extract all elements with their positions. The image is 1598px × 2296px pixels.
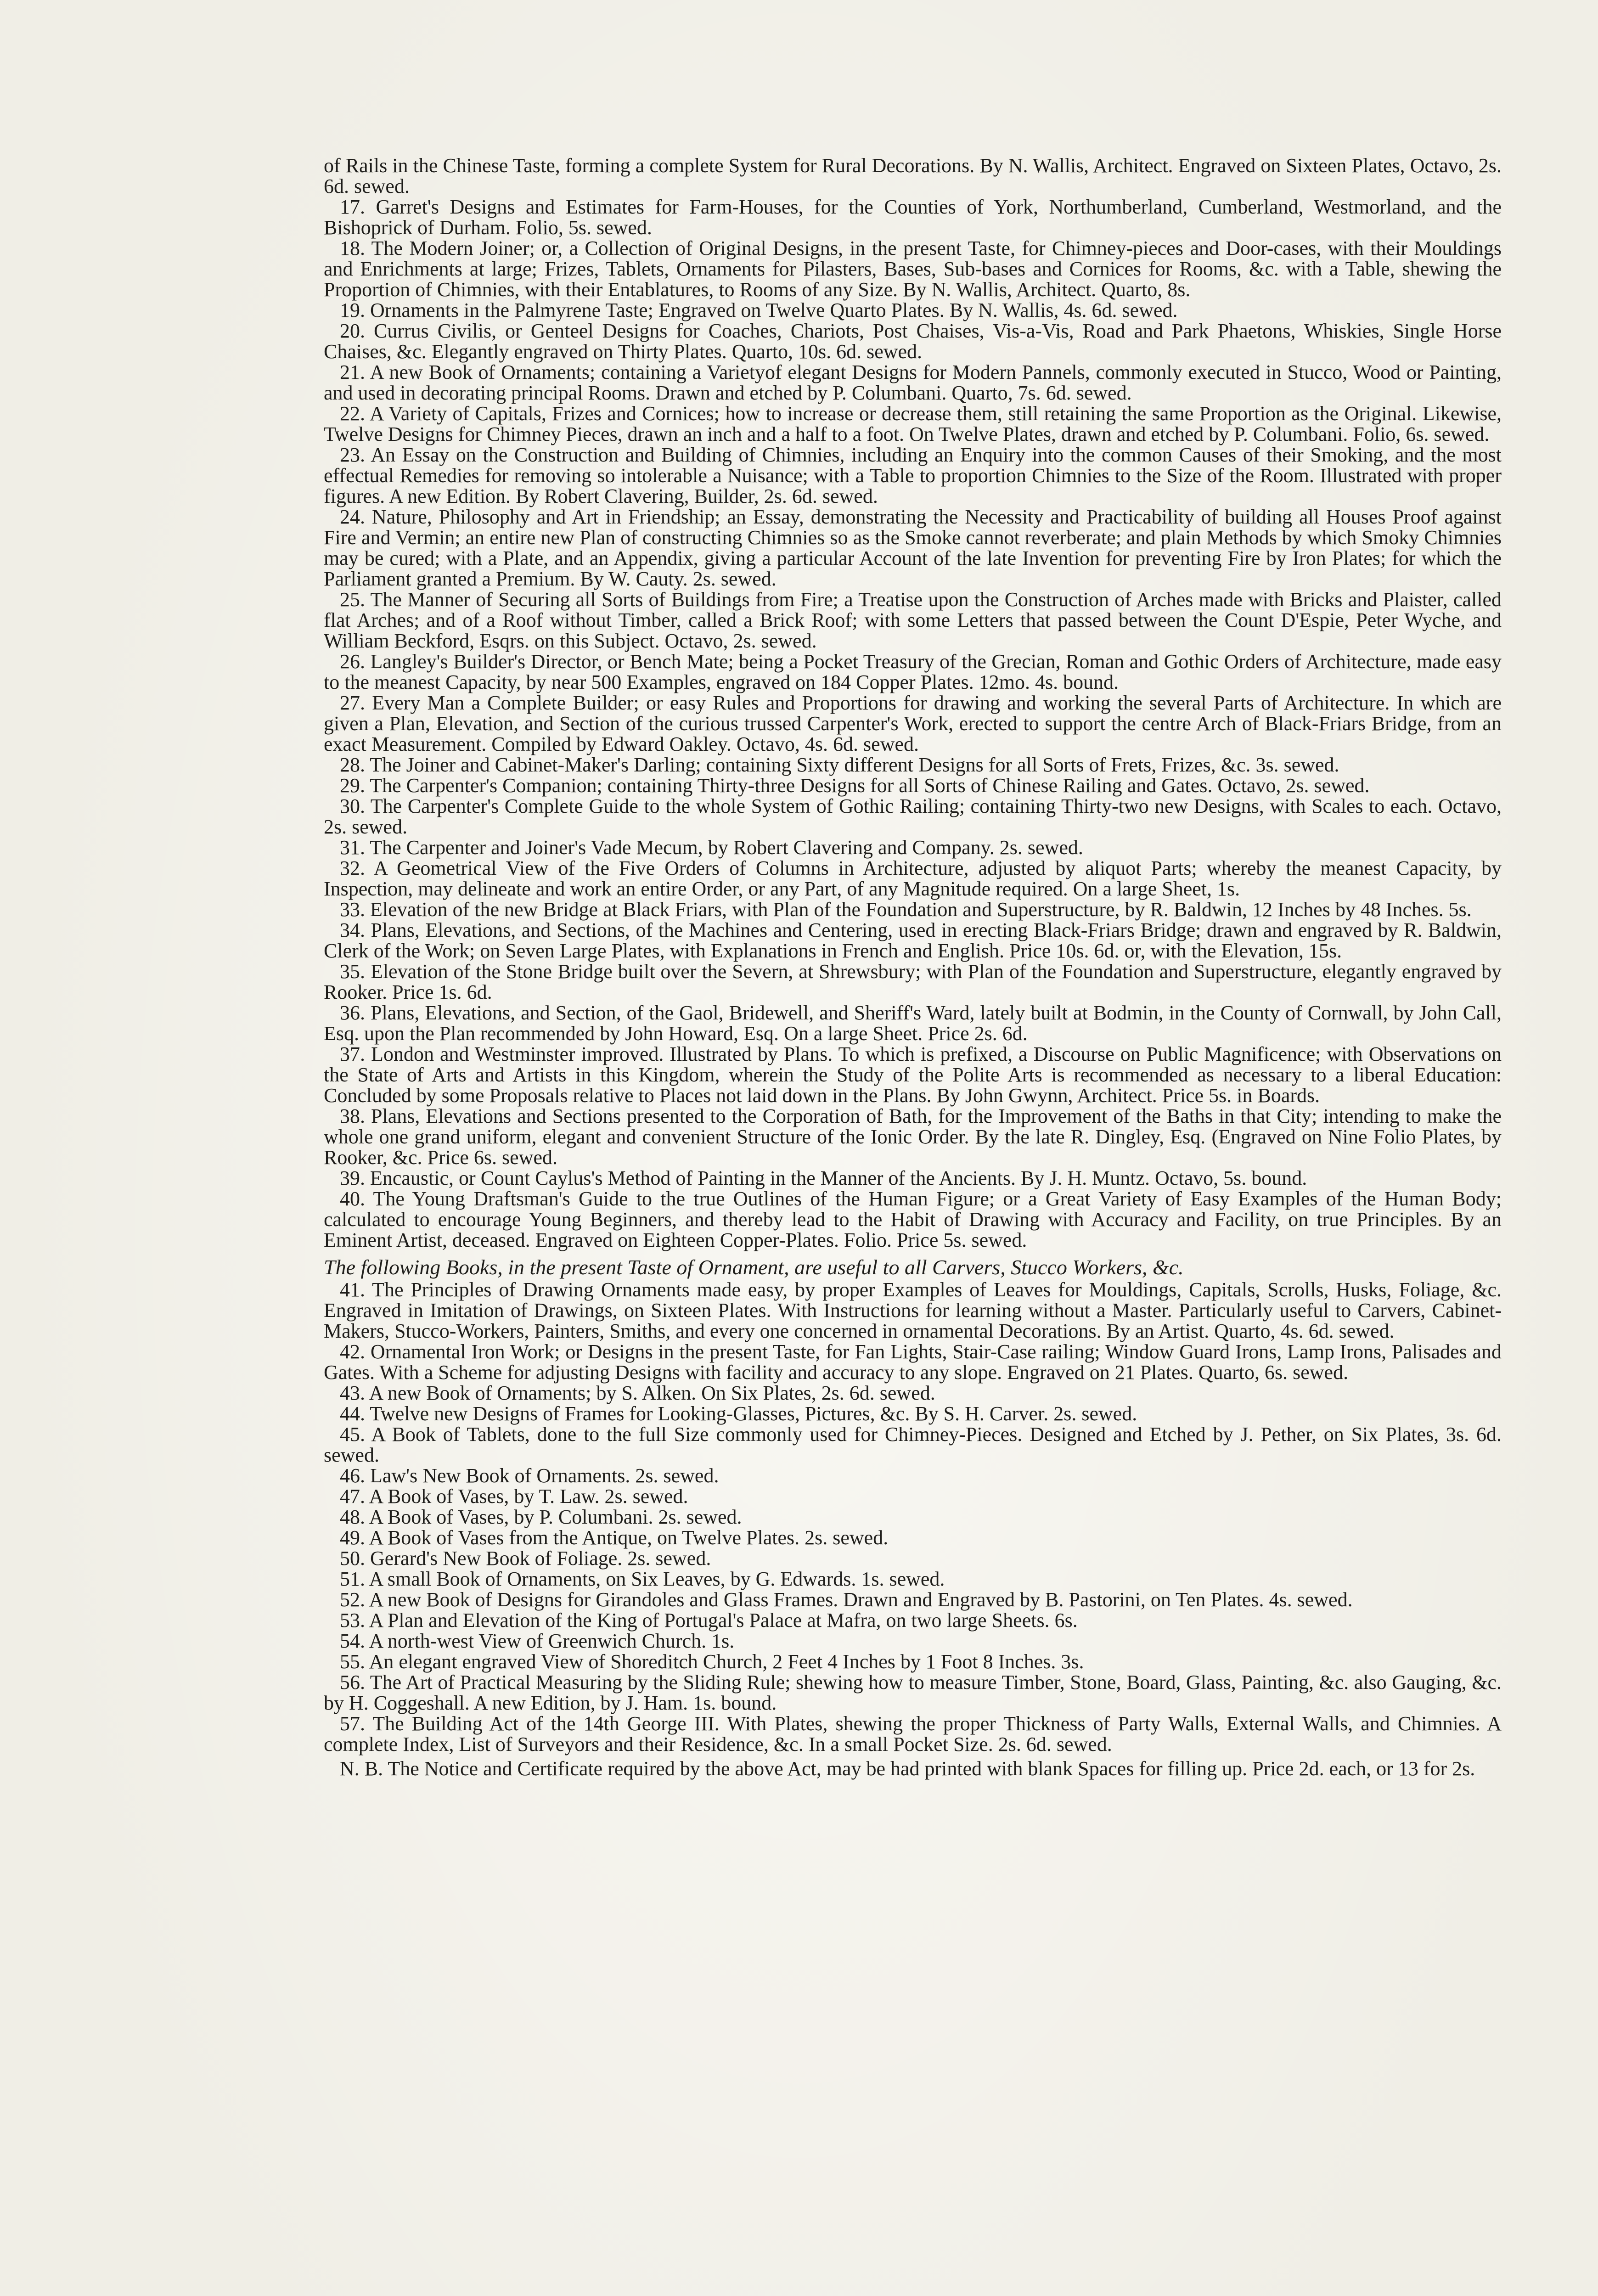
section-heading: The following Books, in the present Taste of Ornament, are useful to all Carvers, Stucco Workers, &c. [324,1255,1184,1279]
catalogue-entry: 49. A Book of Vases from the Antique, on Twelve Plates. 2s. sewed. [340,1526,889,1549]
entries-architecture [324,197,1502,1250]
catalogue-entry: 32. A Geometrical View of the Five Orders of Columns in Architecture, adjusted by aliquot Parts; whereby the meanest Capacity, by Inspection, may delineate and work an entire Order, or any Part, of any Magnitude required. On a large Sheet, 1s. [324,857,1502,900]
catalogue-entry: 33. Elevation of the new Bridge at Black Friars, with Plan of the Foundation and Superstructure, by R. Baldwin, 12 Inches by 48 Inches. 5s. [340,898,1472,921]
catalogue-entry: 27. Every Man a Complete Builder; or easy Rules and Proportions for drawing and working the several Parts of Architecture. In which are given a Plan, Elevation, and Section of the curious trussed Carpenter's Work, erected to support the centre Arch of Black-Friars Bridge, from an exact Measurement. Compiled by Edward Oakley. Octavo, 4s. 6d. sewed. [324,692,1502,755]
catalogue-entry: 41. The Principles of Drawing Ornaments made easy, by proper Examples of Leaves for Mouldings, Capitals, Scrolls, Husks, Foliage, &c. Engraved in Imitation of Drawings, on Sixteen Plates. With Instructions for learning without a Master. Particularly useful to Carvers, Cabinet-Makers, Stucco-Workers, Painters, Smiths, and every one concerned in ornamental Decorations. By an Artist. Quarto, 4s. 6d. sewed. [324,1278,1502,1342]
catalogue-entry: 50. Gerard's New Book of Foliage. 2s. sewed. [340,1547,711,1570]
catalogue-entry: 23. An Essay on the Construction and Building of Chimnies, including an Enquiry into the common Causes of their Smoking, and the most effectual Remedies for removing so intolerable a Nuisance; with a Table to proportion Chimnies to the Size of the Room. Illustrated with proper figures. A new Edition. By Robert Clavering, Builder, 2s. 6d. sewed. [324,444,1502,507]
catalogue-entry: 52. A new Book of Designs for Girandoles and Glass Frames. Drawn and Engraved by B. Pastorini, on Ten Plates. 4s. sewed. [340,1588,1353,1611]
entries-ornament [324,1279,1502,1755]
catalogue-entry: 18. The Modern Joiner; or, a Collection of Original Designs, in the present Taste, for Chimney-pieces and Door-cases, with their Mouldings and Enrichments at large; Frizes, Tablets, Ornaments for Pilasters, Bases, Sub-bases and Cornices for Rooms, &c. with a Table, shewing the Proportion of Chimnies, with their Entablatures, to Rooms of any Size. By N. Wallis, Architect. Quarto, 8s. [324,237,1502,301]
catalogue-entry: 20. Currus Civilis, or Genteel Designs for Coaches, Chariots, Post Chaises, Vis-a-Vis, Road and Park Phaetons, Whiskies, Single Horse Chaises, &c. Elegantly engraved on Thirty Plates. Quarto, 10s. 6d. sewed. [324,320,1502,363]
catalogue-entry: 26. Langley's Builder's Director, or Bench Mate; being a Pocket Treasury of the Grecian, Roman and Gothic Orders of Architecture, made easy to the meanest Capacity, by near 500 Examples, engraved on 184 Copper Plates. 12mo. 4s. bound. [324,650,1502,693]
catalogue-entry: 46. Law's New Book of Ornaments. 2s. sewed. [340,1464,719,1487]
catalogue-entry: 47. A Book of Vases, by T. Law. 2s. sewed. [340,1485,688,1508]
catalogue-entry: 55. An elegant engraved View of Shoreditch Church, 2 Feet 4 Inches by 1 Foot 8 Inches. 3s. [340,1650,1084,1673]
closing-note: N. B. The Notice and Certificate required by the above Act, may be had printed with blank Spaces for filling up. Price 2d. each, or 13 for 2s. [340,1757,1475,1780]
catalogue-entry: 51. A small Book of Ornaments, on Six Leaves, by G. Edwards. 1s. sewed. [340,1568,945,1590]
catalogue-entry: 39. Encaustic, or Count Caylus's Method of Painting in the Manner of the Ancients. By J. H. Muntz. Octavo, 5s. bound. [340,1167,1307,1189]
catalogue-entry: 17. Garret's Designs and Estimates for Farm-Houses, for the Counties of York, Northumberland, Cumberland, Westmorland, and the Bishoprick of Durham. Folio, 5s. sewed. [324,196,1502,239]
catalogue-entry: 56. The Art of Practical Measuring by the Sliding Rule; shewing how to measure Timber, Stone, Board, Glass, Painting, &c. also Gauging, &c. by H. Coggeshall. A new Edition, by J. Ham. 1s. bound. [324,1671,1502,1714]
catalogue-entry: 34. Plans, Elevations, and Sections, of the Machines and Centering, used in erecting Black-Friars Bridge; drawn and engraved by R. Baldwin, Clerk of the Work; on Seven Large Plates, with Explanations in French and English. Price 10s. 6d. or, with the Elevation, 15s. [324,919,1502,962]
catalogue-entry: 22. A Variety of Capitals, Frizes and Cornices; how to increase or decrease them, still retaining the same Proportion as the Original. Likewise, Twelve Designs for Chimney Pieces, drawn an inch and a half to a foot. On Twelve Plates, drawn and etched by P. Columbani. Folio, 6s. sewed. [324,402,1502,445]
catalogue-entry: 45. A Book of Tablets, done to the full Size commonly used for Chimney-Pieces. Designed and Etched by J. Pether, on Six Plates, 3s. 6d. sewed. [324,1423,1502,1466]
catalogue-entry: 35. Elevation of the Stone Bridge built over the Severn, at Shrewsbury; with Plan of the Foundation and Superstructure, elegantly engraved by Rooker. Price 1s. 6d. [324,960,1502,1003]
book-catalogue-text [324,155,1502,1779]
catalogue-entry: 38. Plans, Elevations and Sections presented to the Corporation of Bath, for the Improvement of the Baths in that City; intending to make the whole one grand uniform, elegant and convenient Structure of the Ionic Order. By the late R. Dingley, Esq. (Engraved on Nine Folio Plates, by Rooker, &c. Price 6s. sewed. [324,1105,1502,1169]
catalogue-entry: 43. A new Book of Ornaments; by S. Alken. On Six Plates, 2s. 6d. sewed. [340,1382,935,1404]
catalogue-entry: 57. The Building Act of the 14th George III. With Plates, shewing the proper Thickness of Party Walls, External Walls, and Chimnies. A complete Index, List of Surveyors and their Residence, &c. In a small Pocket Size. 2s. 6d. sewed. [324,1712,1502,1756]
catalogue-entry: 28. The Joiner and Cabinet-Maker's Darling; containing Sixty different Designs for all Sorts of Frets, Frizes, &c. 3s. sewed. [340,754,1339,776]
catalogue-entry: 36. Plans, Elevations, and Section, of the Gaol, Bridewell, and Sheriff's Ward, lately built at Bodmin, in the County of Cornwall, by John Call, Esq. upon the Plan recommended by John Howard, Esq. On a large Sheet. Price 2s. 6d. [324,1002,1502,1045]
catalogue-entry: 24. Nature, Philosophy and Art in Friendship; an Essay, demonstrating the Necessity and Practicability of building all Houses Proof against Fire and Vermin; an entire new Plan of constructing Chimnies so as the Smoke cannot reverberate; and plain Methods by which Smoky Chimnies may be cured; with a Plate, and an Appendix, giving a particular Account of the late Invention for preventing Fire by Iron Plates; for which the Parliament granted a Premium. By W. Cauty. 2s. sewed. [324,506,1502,590]
catalogue-entry: 25. The Manner of Securing all Sorts of Buildings from Fire; a Treatise upon the Construction of Arches made with Bricks and Plaister, called flat Arches; and of a Roof without Timber, called a Brick Roof; with some Letters that passed between the Count D'Espie, Peter Wyche, and William Beckford, Esqrs. on this Subject. Octavo, 2s. sewed. [324,588,1502,652]
catalogue-entry: 37. London and Westminster improved. Illustrated by Plans. To which is prefixed, a Discourse on Public Magnificence; with Observations on the State of Arts and Artists in this Kingdom, wherein the Study of the Polite Arts is recommended as necessary to a liberal Education: Concluded by some Proposals relative to Places not laid down in the Plans. By John Gwynn, Architect. Price 5s. in Boards. [324,1043,1502,1107]
catalogue-entry: 53. A Plan and Elevation of the King of Portugal's Palace at Mafra, on two large Sheets. 6s. [340,1609,1078,1632]
catalogue-entry: 31. The Carpenter and Joiner's Vade Mecum, by Robert Clavering and Company. 2s. sewed. [340,836,1083,859]
catalogue-entry: 40. The Young Draftsman's Guide to the true Outlines of the Human Figure; or a Great Variety of Easy Examples of the Human Body; calculated to encourage Young Beginners, and thereby lead to the Habit of Drawing with Accuracy and Facility, on true Principles. By an Eminent Artist, deceased. Engraved on Eighteen Copper-Plates. Folio. Price 5s. sewed. [324,1187,1502,1251]
catalogue-entry: 19. Ornaments in the Palmyrene Taste; Engraved on Twelve Quarto Plates. By N. Wallis, 4s. 6d. sewed. [340,299,1178,321]
catalogue-entry: 30. The Carpenter's Complete Guide to the whole System of Gothic Railing; containing Thirty-two new Designs, with Scales to each. Octavo, 2s. sewed. [324,795,1502,838]
opening-continuation: of Rails in the Chinese Taste, forming a complete System for Rural Decorations. By N. Wallis, Architect. Engraved on Sixteen Plates, Octavo, 2s. 6d. sewed. [324,154,1502,197]
catalogue-entry: 44. Twelve new Designs of Frames for Looking-Glasses, Pictures, &c. By S. H. Carver. 2s. sewed. [340,1402,1137,1425]
catalogue-entry: 29. The Carpenter's Companion; containing Thirty-three Designs for all Sorts of Chinese Railing and Gates. Octavo, 2s. sewed. [340,774,1370,797]
catalogue-entry: 48. A Book of Vases, by P. Columbani. 2s. sewed. [340,1506,742,1528]
catalogue-entry: 21. A new Book of Ornaments; containing a Varietyof elegant Designs for Modern Pannels, commonly executed in Stucco, Wood or Painting, and used in decorating principal Rooms. Drawn and etched by P. Columbani. Quarto, 7s. 6d. sewed. [324,361,1502,404]
catalogue-entry: 42. Ornamental Iron Work; or Designs in the present Taste, for Fan Lights, Stair-Case railing; Window Guard Irons, Lamp Irons, Palisades and Gates. With a Scheme for adjusting Designs with facility and accuracy to any slope. Engraved on 21 Plates. Quarto, 6s. sewed. [324,1340,1502,1384]
catalogue-entry: 54. A north-west View of Greenwich Church. 1s. [340,1630,735,1652]
